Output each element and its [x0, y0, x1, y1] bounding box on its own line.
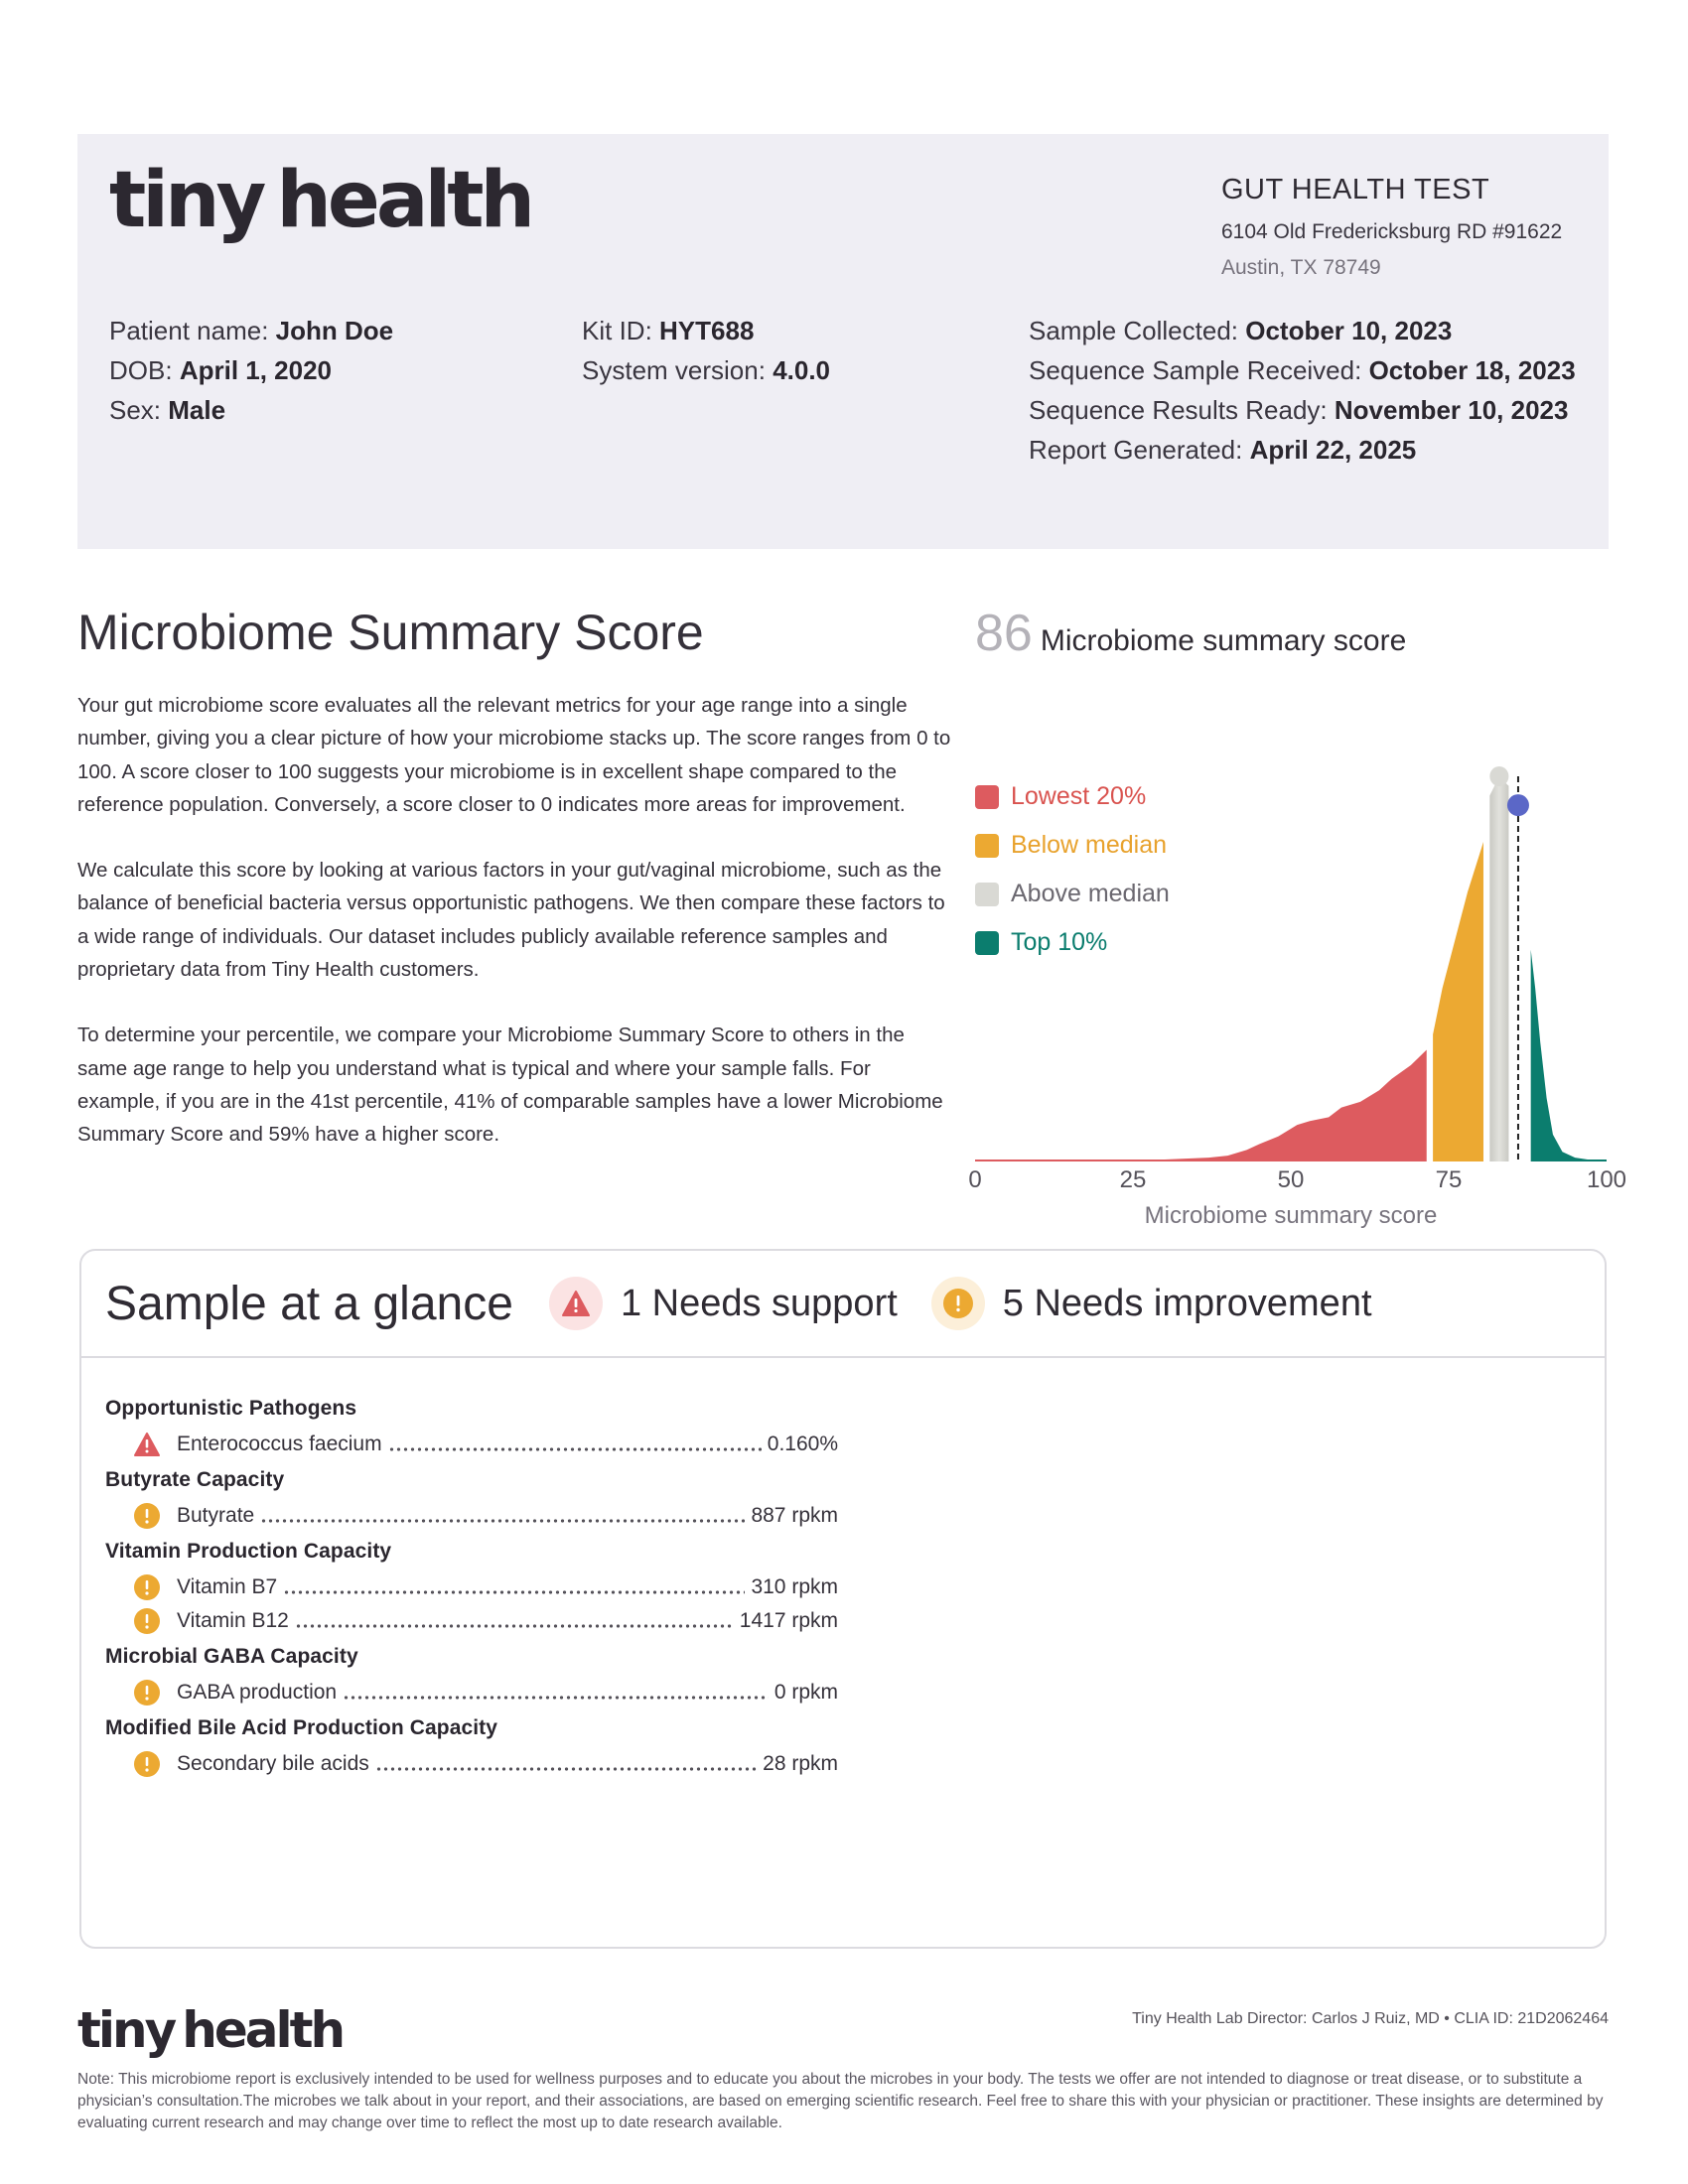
test-title: GUT HEALTH TEST	[1221, 174, 1490, 205]
patient-name: John Doe	[275, 316, 394, 345]
footer-logo: tiny health	[77, 2001, 344, 2059]
summary-paragraph: We calculate this score by looking at various factors in your gut/vaginal microbiome, such as the balance of beneficial bacteria versus opportunistic pathogens. We then compare these factors to a wide range of individuals. Our dataset includes publicly available reference samples and proprietary data from Tiny Health customers.	[77, 859, 945, 982]
glance-row	[133, 1499, 838, 1533]
system-version-row: System version: 4.0.0	[582, 355, 831, 385]
needs-support-text: 1 Needs support	[620, 1282, 898, 1324]
area-above-median-cap	[1489, 766, 1508, 786]
area-below-median	[1433, 842, 1483, 1161]
sample-received-row: Sequence Sample Received: October 18, 2023	[1029, 355, 1576, 385]
dot-leader	[283, 1590, 745, 1594]
glance-row	[133, 1428, 838, 1461]
legend-label: Top 10%	[1011, 928, 1108, 956]
kit-info	[582, 311, 830, 390]
dob-row: DOB: April 1, 2020	[109, 355, 333, 385]
needs-improvement-badge	[931, 1277, 1372, 1330]
area-lowest-20-	[975, 1049, 1427, 1161]
needs-support-badge	[549, 1277, 898, 1330]
needs-improvement-text: 5 Needs improvement	[1002, 1282, 1372, 1324]
glance-category: Butyrate Capacity	[105, 1468, 285, 1491]
x-axis-label: Microbiome summary score	[1144, 1202, 1438, 1229]
legend-label: Lowest 20%	[1011, 782, 1147, 810]
alert-circle-icon	[133, 1502, 161, 1530]
glance-row	[133, 1570, 838, 1604]
metric-label: Vitamin B12	[177, 1609, 289, 1632]
address-line2: Austin, TX 78749	[1221, 256, 1381, 279]
metric-value: 0.160%	[767, 1433, 838, 1455]
summary-text	[77, 689, 951, 1184]
metric-label: Secondary bile acids	[177, 1752, 369, 1775]
disclaimer-note: Note: This microbiome report is exclusively intended to be used for wellness purposes and to educate you about the microbes in your body. The tests we offer are not intended to diagnose or treat disease, or to substitute a physician’s consultation.The microbes we talk about in your report, and their associations, are based on emerging scientific research. Feel free to share this with your physician or practitioner. These insights are determined by evaluating current research and may change over time to reflect the most up to date research available.	[77, 2071, 1604, 2131]
results-ready-row: Sequence Results Ready: November 10, 2023	[1029, 395, 1569, 425]
kit-id: HYT688	[659, 316, 755, 345]
metric-value: 1417 rpkm	[739, 1609, 838, 1632]
x-tick-label: 75	[1435, 1166, 1463, 1193]
x-tick-label: 100	[1586, 1166, 1627, 1193]
metric-value: 310 rpkm	[751, 1575, 838, 1598]
glance-category: Opportunistic Pathogens	[105, 1397, 357, 1420]
lab-director: Tiny Health Lab Director: Carlos J Ruiz, MD • CLIA ID: 21D2062464	[1132, 2010, 1609, 2027]
glance-title: Sample at a glance	[105, 1277, 513, 1330]
x-tick-label: 50	[1277, 1166, 1305, 1193]
alert-circle-icon	[133, 1607, 161, 1635]
legend-label: Above median	[1011, 880, 1170, 907]
dot-leader	[295, 1624, 734, 1628]
dot-leader	[375, 1767, 757, 1771]
tiny-health-logo: tiny health	[109, 156, 532, 245]
dot-leader	[343, 1696, 769, 1700]
dot-leader	[388, 1447, 762, 1451]
glance-category: Modified Bile Acid Production Capacity	[105, 1716, 498, 1739]
score-distribution-chart	[953, 754, 1628, 1241]
address-line1: 6104 Old Fredericksburg RD #91622	[1221, 220, 1563, 243]
report-header	[77, 134, 1609, 549]
summary-paragraph: To determine your percentile, we compare your Microbiome Summary Score to others in the same age range to help you understand what is typical and where your sample falls. For example, if you are in the 41st percentile, 41% of comparable samples have a lower Microbiome Summary Score and 59% have a higher score.	[77, 1024, 943, 1147]
patient-info	[109, 311, 393, 430]
metric-label: Butyrate	[177, 1504, 255, 1527]
glance-category: Vitamin Production Capacity	[105, 1540, 392, 1563]
alert-circle-icon	[133, 1679, 161, 1706]
glance-category: Microbial GABA Capacity	[105, 1645, 358, 1668]
sample-collected-row: Sample Collected: October 10, 2023	[1029, 316, 1453, 345]
test-info	[1221, 174, 1562, 280]
glance-list	[81, 1358, 1605, 1781]
legend-label: Below median	[1011, 831, 1168, 859]
dot-leader	[260, 1519, 745, 1523]
metric-value: 28 rpkm	[763, 1752, 838, 1775]
warning-triangle-icon	[549, 1277, 603, 1330]
summary-paragraph: Your gut microbiome score evaluates all the relevant metrics for your age range into a single number, giving you a clear picture of how your microbiome stacks up. The score ranges from 0 to 100. A score closer to 100 suggests your microbiome is in excellent shape compared to the reference population. Conversely, a score closer to 0 indicates more areas for improvement.	[77, 694, 951, 816]
patient-name-row: Patient name: John Doe	[109, 316, 394, 345]
glance-row	[133, 1676, 838, 1709]
sex-row: Sex: Male	[109, 395, 226, 425]
sex: Male	[168, 395, 226, 425]
metric-label: GABA production	[177, 1681, 338, 1704]
alert-circle-icon	[133, 1750, 161, 1778]
metric-label: Vitamin B7	[177, 1575, 278, 1598]
sample-at-a-glance	[79, 1249, 1607, 1949]
warning-triangle-icon	[133, 1431, 161, 1458]
kit-id-row: Kit ID: HYT688	[582, 316, 755, 345]
alert-circle-icon	[133, 1573, 161, 1601]
x-tick-label: 25	[1119, 1166, 1147, 1193]
metric-value: 0 rpkm	[774, 1681, 838, 1704]
glance-header	[81, 1251, 1605, 1358]
metric-label: Enterococcus faecium	[177, 1433, 382, 1455]
area-above-median	[1489, 776, 1508, 1161]
glance-row	[133, 1604, 838, 1638]
system-version: 4.0.0	[773, 355, 831, 385]
x-tick-label: 0	[968, 1166, 982, 1193]
alert-circle-icon	[931, 1277, 985, 1330]
dob: April 1, 2020	[179, 355, 333, 385]
score-header	[975, 604, 1406, 663]
metric-value: 887 rpkm	[751, 1504, 838, 1527]
user-score-marker	[1507, 794, 1529, 816]
summary-title: Microbiome Summary Score	[77, 605, 704, 660]
report-generated-row: Report Generated: April 22, 2025	[1029, 435, 1417, 465]
area-top-10-	[1531, 950, 1607, 1161]
glance-row	[133, 1747, 838, 1781]
sample-dates	[1029, 311, 1576, 470]
score-value: 86	[975, 605, 1033, 662]
score-label: Microbiome summary score	[1040, 624, 1407, 657]
